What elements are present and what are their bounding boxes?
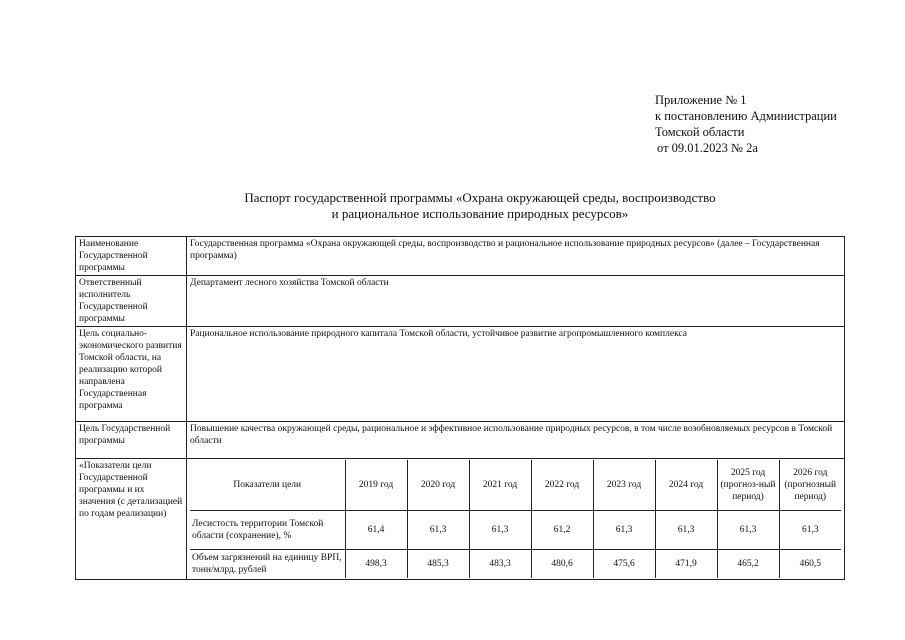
row-value: Департамент лесного хозяйства Томской области: [187, 276, 845, 327]
annex-date: от 09.01.2023 № 2а: [657, 141, 758, 155]
value-cell: 475,6: [593, 550, 655, 579]
header-cell: 2021 год: [469, 460, 531, 511]
passport-row: [76, 327, 845, 422]
annex-block: [655, 92, 837, 156]
annex-line: к постановлению Администрации: [655, 109, 837, 123]
row-label: Наименование Государственной программы: [76, 237, 187, 276]
passport-row: [76, 422, 845, 459]
annex-line: Томской области: [655, 125, 745, 139]
value-cell: 61,4: [345, 511, 407, 550]
title-line: и рациональное использование природных ресурсов»: [331, 206, 629, 221]
value-cell: 465,2: [717, 550, 779, 579]
header-cell: 2026 год (прогнозный период): [779, 460, 841, 511]
row-value: Рациональное использование природного капитала Томской области, устойчивое развитие агропромышленного комплекса: [187, 327, 845, 422]
value-cell: 460,5: [779, 550, 841, 579]
row-value: Повышение качества окружающей среды, рациональное и эффективное использование природных ресурсов, в том числе возобновляемых ресурсов в Томской области: [187, 422, 845, 459]
value-cell: 61,3: [779, 511, 841, 550]
value-cell: 61,3: [655, 511, 717, 550]
header-cell: 2023 год: [593, 460, 655, 511]
value-cell: 471,9: [655, 550, 717, 579]
indicators-header-row: [190, 460, 841, 511]
row-value: Государственная программа «Охрана окружающей среды, воспроизводство и рациональное использование природных ресурсов» (далее – Государственная программа): [187, 237, 845, 276]
passport-row: [76, 276, 845, 327]
value-cell: 61,3: [407, 511, 469, 550]
row-label: Цель социально-экономического развития Томской области, на реализацию которой направлена Государственная программа: [76, 327, 187, 422]
passport-row: [76, 237, 845, 276]
table-row: [190, 511, 841, 550]
title-line: Паспорт государственной программы «Охрана окружающей среды, воспроизводство: [244, 190, 716, 205]
header-cell: 2024 год: [655, 460, 717, 511]
indicator-name: Лесистость территории Томской области (сохранение), %: [190, 511, 345, 550]
header-cell: Показатели цели: [190, 460, 345, 511]
value-cell: 498,3: [345, 550, 407, 579]
indicators-table: [190, 460, 841, 578]
value-cell: 61,2: [531, 511, 593, 550]
passport-table: [75, 236, 845, 580]
indicators-cell: [187, 459, 845, 580]
row-label: Ответственный исполнитель Государственной программы: [76, 276, 187, 327]
value-cell: 61,3: [717, 511, 779, 550]
table-row: [190, 550, 841, 579]
row-label: Цель Государственной программы: [76, 422, 187, 459]
document-title: [140, 190, 820, 222]
header-cell: 2019 год: [345, 460, 407, 511]
annex-line: Приложение № 1: [655, 93, 747, 107]
row-label: «Показатели цели Государственной программы и их значения (с детализацией по годам реализации): [76, 459, 187, 580]
value-cell: 61,3: [593, 511, 655, 550]
value-cell: 61,3: [469, 511, 531, 550]
header-cell: 2025 год (прогноз-ный период): [717, 460, 779, 511]
header-cell: 2020 год: [407, 460, 469, 511]
indicator-name: Объем загрязнений на единицу ВРП, тонн/млрд. рублей: [190, 550, 345, 579]
header-cell: 2022 год: [531, 460, 593, 511]
passport-row-indicators: [76, 459, 845, 580]
value-cell: 483,3: [469, 550, 531, 579]
value-cell: 480,6: [531, 550, 593, 579]
value-cell: 485,3: [407, 550, 469, 579]
